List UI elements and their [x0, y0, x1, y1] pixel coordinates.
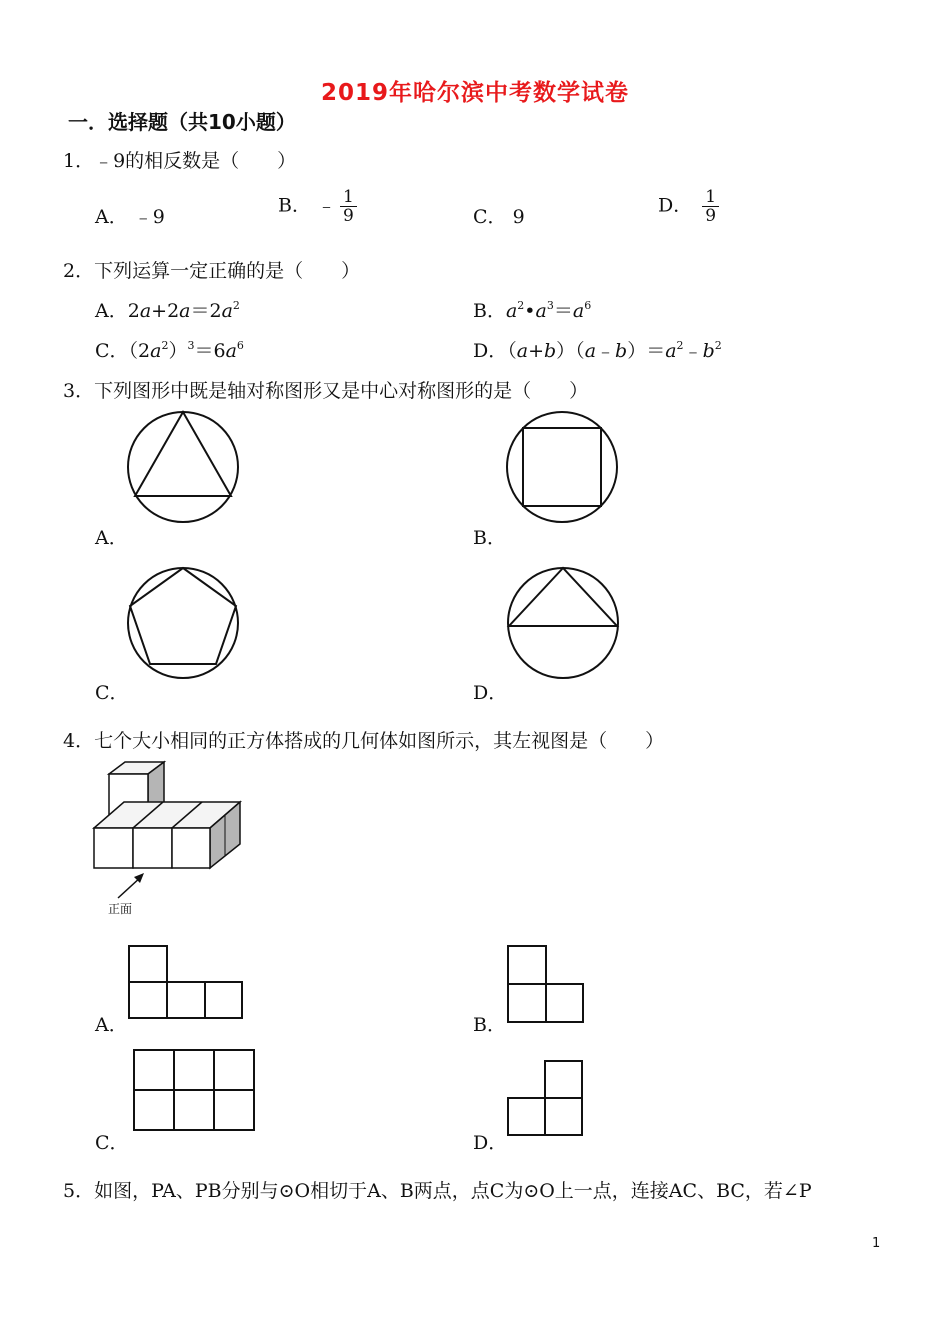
q4-option-a[interactable]: A． [95, 1014, 128, 1036]
fraction: $\frac{1}{9}$ [340, 188, 357, 225]
q1-option-b[interactable] [278, 188, 357, 225]
page-number: 1 [872, 1236, 881, 1251]
q4-option-c[interactable]: C． [95, 1132, 129, 1154]
section-heading: 一．选择题（共10小题） [68, 110, 296, 134]
q4-solid-figure [90, 758, 250, 918]
q4-figure-a [128, 945, 244, 1020]
q3-option-d[interactable]: D． [473, 682, 508, 704]
front-view-label: 正面 [108, 902, 133, 916]
q3-figure-b [505, 410, 621, 526]
q3-figure-c [126, 566, 244, 682]
q4-option-d[interactable]: D． [473, 1132, 508, 1154]
q4-figure-d [507, 1060, 585, 1138]
q3-option-c[interactable]: C． [95, 682, 129, 704]
option-label: B． [278, 194, 311, 217]
q1-option-d[interactable] [658, 188, 719, 225]
option-label: C． [473, 206, 507, 228]
question-1-stem: 1．﹣9的相反数是（ ） [63, 150, 297, 172]
fraction: $\frac{1}{9}$ [702, 188, 719, 225]
option-label: D． [473, 340, 508, 362]
q4-figure-b [507, 945, 585, 1025]
option-text: ﹣9 [133, 206, 165, 228]
question-2-stem: 2．下列运算一定正确的是（ ） [63, 260, 361, 282]
option-label: B． [473, 300, 506, 322]
question-4-stem: 4．七个大小相同的正方体搭成的几何体如图所示，其左视图是（ ） [63, 730, 665, 752]
question-3-stem: 3．下列图形中既是轴对称图形又是中心对称图形的是（ ） [63, 380, 589, 402]
option-label: D． [658, 194, 693, 217]
q3-figure-d [506, 566, 624, 682]
option-label: A． [95, 300, 128, 322]
q2-option-c[interactable]: C．$(2a^2)^3=6a^6$ [95, 339, 244, 362]
q2-option-d[interactable]: D．$(a+b)(a﹣b)=a^2﹣b^2$ [473, 339, 722, 362]
q3-option-b[interactable]: B． [473, 527, 506, 549]
q4-option-b[interactable]: B． [473, 1014, 506, 1036]
q2-option-b[interactable]: B．$a^2•a^3=a^6$ [473, 299, 592, 322]
q1-option-c[interactable] [473, 202, 525, 229]
option-text: 9 [512, 206, 525, 228]
q1-option-a[interactable] [95, 202, 165, 229]
page-title: 2019年哈尔滨中考数学试卷 [320, 80, 629, 106]
q3-option-a[interactable]: A． [95, 527, 128, 549]
q4-figure-c [133, 1049, 257, 1132]
q2-option-a[interactable]: A．$2a+2a=2a^2$ [95, 299, 240, 322]
option-label: A． [95, 206, 128, 228]
question-5-stem: 5．如图，PA、PB分别与⊙O相切于A、B两点，点C为⊙O上一点，连接AC、BC，若∠P [63, 1180, 812, 1202]
option-sign: ﹣ [317, 194, 337, 217]
q3-figure-a [125, 410, 243, 526]
option-label: C． [95, 340, 129, 362]
